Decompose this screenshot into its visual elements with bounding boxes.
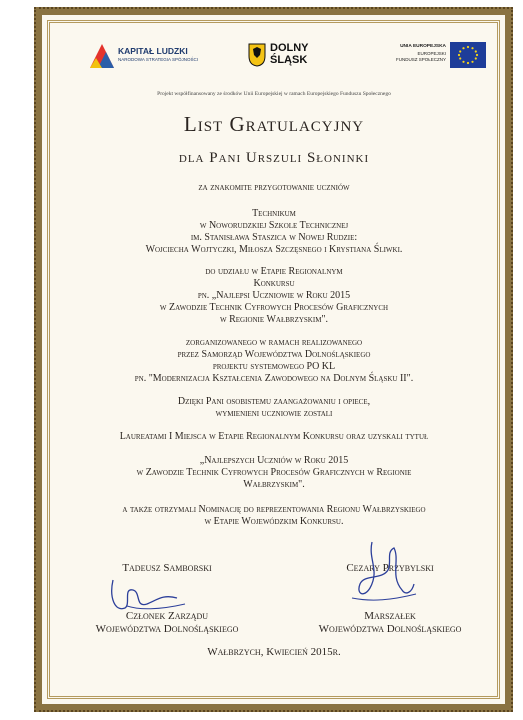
contest-block	[54, 266, 494, 326]
commitment-block	[54, 396, 494, 420]
logos-row	[88, 38, 488, 78]
commitment-line: Dzięki Pani osobistemu zaangażowaniu i opiece,	[177, 396, 371, 407]
certificate-title: List Gratulacyjny	[183, 112, 365, 136]
school-line: Technikum	[252, 208, 296, 219]
kapital-ludzki-icon	[88, 42, 116, 70]
contest-line: pn. „Najlepsi Uczniowie w Roku 2015	[197, 290, 351, 301]
eu-logo	[388, 40, 488, 76]
school-block	[54, 208, 494, 256]
kapital-ludzki-logo	[88, 40, 198, 76]
laureates-line: Laureatami I Miejsca w Etapie Regionalnym Konkursu oraz uzyskali tytuł	[119, 431, 429, 442]
school-line: im. Stanisława Staszica w Nowej Rudzie:	[190, 232, 358, 243]
eu-flag-icon	[450, 42, 486, 68]
recipient: dla Pani Urszuli Słoninki	[178, 150, 370, 166]
place-date: Wałbrzych, Kwiecień 2015r.	[207, 646, 341, 658]
contest-line: Konkursu	[253, 278, 295, 289]
eu-line1: UNIA EUROPEJSKA	[400, 44, 446, 49]
kapital-ludzki-title: KAPITAŁ LUDZKI	[118, 46, 188, 56]
nomination-line: a także otrzymali Nominację do reprezentowania Regionu Wałbrzyskiego	[122, 504, 426, 515]
dolny-slask-logo	[248, 40, 328, 76]
eu-line2: EUROPEJSKI	[417, 51, 446, 56]
contest-line: w Regionie Wałbrzyskim".	[220, 314, 328, 325]
nomination-line: w Etapie Wojewódzkim Konkursu.	[204, 516, 344, 527]
left-signatory-name: Tadeusz Samborski	[122, 562, 212, 574]
dolny-slask-line2: ŚLĄSK	[270, 54, 308, 66]
organizer-line: przez Samorząd Województwa Dolnośląskiego	[177, 349, 371, 360]
coat-of-arms-icon	[248, 43, 266, 67]
nomination-block	[54, 504, 494, 528]
contest-line: w Zawodzie Technik Cyfrowych Procesów Graficznych	[159, 302, 389, 313]
organizer-line: zorganizowanego w ramach realizowanego	[185, 337, 363, 348]
eu-line3: FUNDUSZ SPOŁECZNY	[395, 57, 446, 62]
commitment-line: wymienieni uczniowie zostali	[215, 408, 333, 419]
best-title-line: Wałbrzyskim".	[243, 479, 305, 490]
left-signatory-role1: Członek Zarządu	[125, 610, 209, 622]
best-title-line: w Zawodzie Technik Cyfrowych Procesów Graficznych w Regionie	[136, 467, 412, 478]
left-signatory-role2: Województwa Dolnośląskiego	[95, 623, 239, 635]
contest-line: do udziału w Etapie Regionalnym	[205, 266, 343, 277]
right-signatory-role1: Marszałek	[364, 610, 416, 622]
project-note: Projekt współfinansowany ze środków Unii Europejskiej w ramach Europejskiego Funduszu Społecznego	[157, 91, 391, 97]
best-title-block	[54, 455, 494, 491]
organizer-line: pn. "Modernizacja Kształcenia Zawodowego na Dolnym Śląsku II".	[134, 373, 414, 384]
school-line: Wojciecha Wojtyczki, Miłosza Szczęsnego i Krystiana Śliwki.	[145, 244, 403, 255]
right-signatory-role2: Województwa Dolnośląskiego	[318, 623, 462, 635]
organizer-block	[54, 337, 494, 385]
dolny-slask-line1: DOLNY	[270, 42, 309, 54]
kapital-ludzki-subtitle: NARODOWA STRATEGIA SPÓJNOŚCI	[118, 57, 199, 62]
best-title-line: „Najlepszych Uczniów w Roku 2015	[199, 455, 349, 466]
reason: za znakomite przygotowanie uczniów	[198, 182, 350, 193]
organizer-line: projektu systemowego PO KL	[212, 361, 336, 372]
right-signature	[342, 540, 422, 610]
school-line: w Noworudzkiej Szkole Technicznej	[199, 220, 349, 231]
right-signatory-name: Cezary Przybylski	[346, 562, 434, 574]
